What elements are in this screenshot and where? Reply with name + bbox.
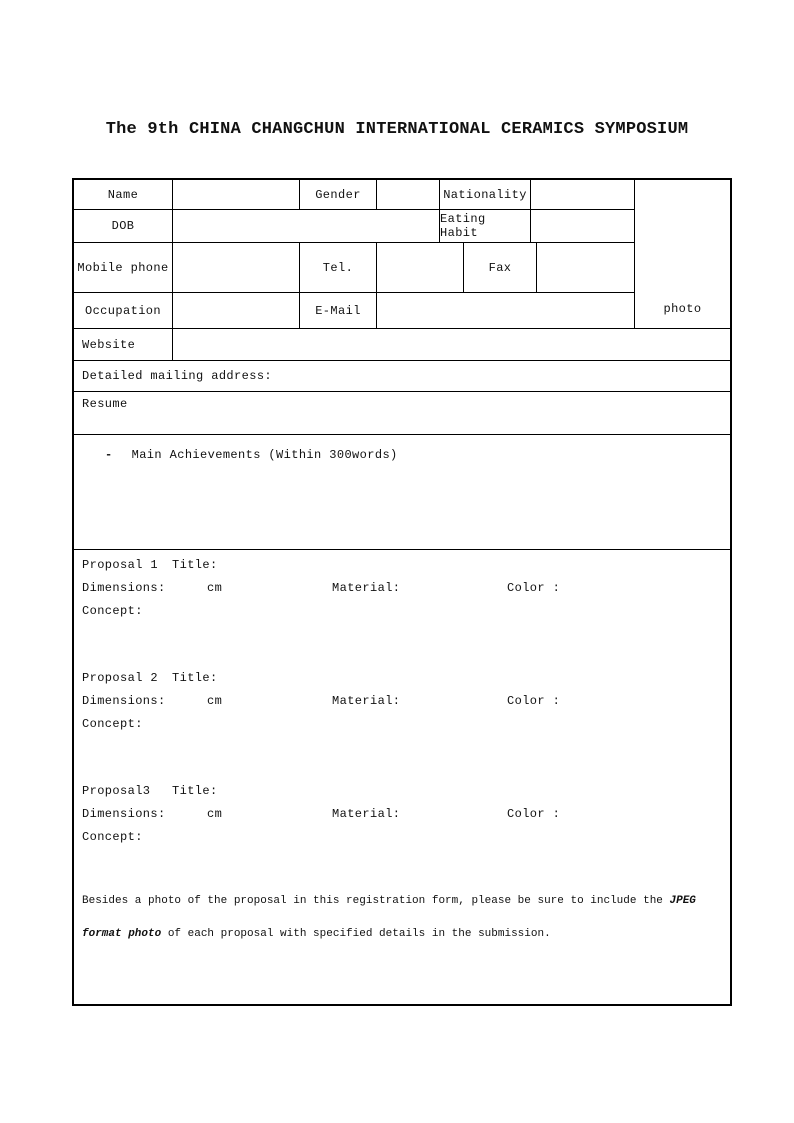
proposal-3-title-label: Title: bbox=[172, 784, 218, 798]
row-dob bbox=[74, 210, 634, 243]
occupation-label: Occupation bbox=[74, 293, 173, 328]
gender-input-cell[interactable] bbox=[377, 180, 440, 209]
note-emphasis-format-photo: format photo bbox=[82, 928, 162, 940]
photo-placeholder-cell[interactable] bbox=[634, 180, 730, 328]
mailing-address-cell[interactable] bbox=[74, 361, 730, 392]
photo-label: photo bbox=[663, 302, 702, 316]
gender-label: Gender bbox=[300, 180, 377, 209]
proposal-1-block bbox=[82, 554, 724, 623]
proposals-cell[interactable] bbox=[74, 550, 730, 1004]
tel-input-cell[interactable] bbox=[377, 243, 464, 292]
website-input-cell[interactable] bbox=[173, 329, 730, 360]
note-text-before: Besides a photo of the proposal in this registration form, please be sure to include the bbox=[82, 895, 670, 907]
achievements-cell[interactable] bbox=[74, 435, 730, 550]
eating-habit-label: Eating Habit bbox=[440, 210, 531, 242]
resume-label: Resume bbox=[82, 397, 128, 411]
registration-table bbox=[72, 178, 732, 1006]
color-label: Color : bbox=[507, 581, 561, 595]
tel-label: Tel. bbox=[300, 243, 377, 292]
occupation-input-cell[interactable] bbox=[173, 293, 300, 328]
proposal-2-block bbox=[82, 667, 724, 736]
proposal-3-heading: Proposal3 bbox=[82, 784, 151, 798]
note-emphasis-jpeg: JPEG bbox=[669, 895, 696, 907]
closing-note-line-2 bbox=[82, 918, 724, 951]
closing-note bbox=[82, 885, 724, 951]
nationality-input-cell[interactable] bbox=[531, 180, 634, 209]
dob-label: DOB bbox=[74, 210, 173, 242]
fax-input-cell[interactable] bbox=[537, 243, 634, 292]
row-occupation bbox=[74, 293, 634, 328]
proposal-1-heading-line bbox=[82, 554, 724, 577]
material-label: Material: bbox=[332, 581, 401, 595]
mailing-address-label: Detailed mailing address: bbox=[82, 369, 273, 383]
row-website bbox=[74, 329, 730, 361]
proposal-3-dimensions-line bbox=[82, 803, 724, 826]
dob-input-cell[interactable] bbox=[173, 210, 440, 242]
name-input-cell[interactable] bbox=[173, 180, 300, 209]
resume-cell[interactable] bbox=[74, 392, 730, 435]
material-label: Material: bbox=[332, 807, 401, 821]
color-label: Color : bbox=[507, 694, 561, 708]
email-input-cell[interactable] bbox=[377, 293, 634, 328]
personal-info-section bbox=[74, 180, 730, 329]
proposal-3-concept-line bbox=[82, 826, 724, 849]
row-name bbox=[74, 180, 634, 210]
color-label: Color : bbox=[507, 807, 561, 821]
proposal-2-title-label: Title: bbox=[172, 671, 218, 685]
note-text-after: of each proposal with specified details in the submission. bbox=[161, 928, 551, 940]
achievements-label: Main Achievements (Within 300words) bbox=[131, 448, 398, 462]
name-label: Name bbox=[74, 180, 173, 209]
dimensions-label: Dimensions: bbox=[82, 694, 166, 708]
proposal-1-dimensions-line bbox=[82, 577, 724, 600]
concept-label: Concept: bbox=[82, 830, 143, 844]
closing-note-line-1 bbox=[82, 885, 724, 918]
proposal-2-concept-line bbox=[82, 713, 724, 736]
personal-info-rows bbox=[74, 180, 634, 328]
email-label: E-Mail bbox=[300, 293, 377, 328]
proposal-1-heading: Proposal 1 bbox=[82, 558, 159, 572]
material-label: Material: bbox=[332, 694, 401, 708]
concept-label: Concept: bbox=[82, 717, 143, 731]
row-phone bbox=[74, 243, 634, 293]
dimensions-label: Dimensions: bbox=[82, 807, 166, 821]
proposal-3-block bbox=[82, 780, 724, 849]
cm-unit-label: cm bbox=[207, 581, 223, 595]
eating-habit-input-cell[interactable] bbox=[531, 210, 634, 242]
proposal-2-heading-line bbox=[82, 667, 724, 690]
mobile-phone-label: Mobile phone bbox=[74, 243, 173, 292]
proposal-2-heading: Proposal 2 bbox=[82, 671, 159, 685]
proposal-3-heading-line bbox=[82, 780, 724, 803]
mobile-phone-input-cell[interactable] bbox=[173, 243, 300, 292]
dimensions-label: Dimensions: bbox=[82, 581, 166, 595]
website-label: Website bbox=[74, 329, 173, 360]
cm-unit-label: cm bbox=[207, 807, 223, 821]
nationality-label: Nationality bbox=[440, 180, 531, 209]
proposal-1-concept-line bbox=[82, 600, 724, 623]
concept-label: Concept: bbox=[82, 604, 143, 618]
cm-unit-label: cm bbox=[207, 694, 223, 708]
proposal-1-title-label: Title: bbox=[172, 558, 218, 572]
proposal-2-dimensions-line bbox=[82, 690, 724, 713]
page-title: The 9th CHINA CHANGCHUN INTERNATIONAL CERAMICS SYMPOSIUM bbox=[105, 120, 689, 139]
fax-label: Fax bbox=[464, 243, 537, 292]
dash-bullet: - bbox=[105, 448, 113, 462]
